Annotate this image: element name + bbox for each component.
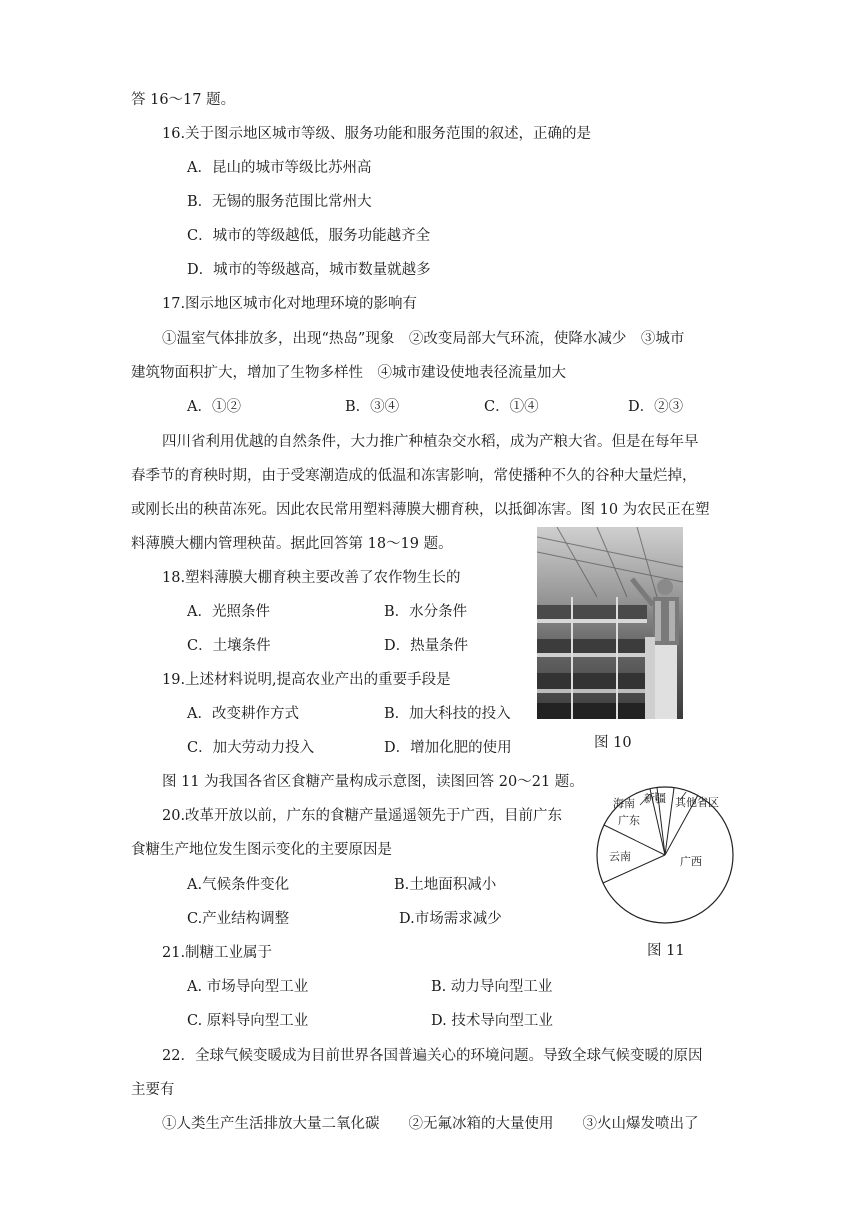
intro-16-17: 答 16～17 题。 (131, 92, 236, 108)
q17-option-d: D．②③ (628, 399, 684, 415)
q18-option-c: C．土壤条件 (187, 638, 271, 654)
pie-label-others: 其他省区 (675, 796, 719, 809)
q17-stem: 17.图示地区城市化对地理环境的影响有 (162, 296, 418, 312)
passage-line-2: 春季节的育秧时期，由于受寒潮造成的低温和冻害影响，常使播种不久的谷种大量烂掉， (131, 468, 697, 484)
q22-stem-1: 22．全球气候变暖成为目前世界各国普遍关心的环境问题。导致全球气候变暖的原因 (162, 1048, 703, 1064)
q21-option-a: A. 市场导向型工业 (187, 979, 309, 995)
q20-option-c: C.产业结构调整 (187, 911, 290, 927)
pie-label-guangdong: 广东 (618, 814, 640, 827)
q20-stem-1: 20.改革开放以前，广东的食糖产量遥遥领先于广西，目前广东 (162, 808, 563, 824)
q18-option-b: B．水分条件 (384, 604, 468, 620)
fig11-caption: 图 11 (647, 943, 685, 959)
q22-statements-1: ①人类生产生活排放大量二氧化碳 ②无氟冰箱的大量使用 ③火山爆发喷出了 (162, 1116, 699, 1132)
q19-option-d: D．增加化肥的使用 (384, 740, 512, 756)
q16-option-b: B．无锡的服务范围比常州大 (187, 194, 372, 210)
q16-stem: 16.关于图示地区城市等级、服务功能和服务范围的叙述，正确的是 (162, 126, 592, 142)
q17-option-b: B．③④ (345, 399, 400, 415)
pie-label-yunnan: 云南 (609, 850, 631, 863)
q17-statements-2: 建筑物面积扩大，增加了生物多样性 ④城市建设使地表径流量加大 (131, 365, 566, 381)
passage-line-1: 四川省利用优越的自然条件，大力推广种植杂交水稻，成为产粮大省。但是在每年早 (162, 434, 699, 450)
passage-line-3: 或刚长出的秧苗冻死。因此农民常用塑料薄膜大棚育秧，以抵御冻害。图 10 为农民正在塑 (131, 502, 710, 518)
passage-line-4: 料薄膜大棚内管理秧苗。据此回答第 18～19 题。 (131, 536, 453, 552)
q20-option-b: B.土地面积减小 (394, 877, 497, 893)
q16-option-c: C．城市的等级越低，服务功能越齐全 (187, 228, 431, 244)
q19-stem: 19.上述材料说明,提高农业产出的重要手段是 (162, 672, 451, 688)
q22-stem-2: 主要有 (131, 1082, 175, 1098)
q18-option-d: D．热量条件 (384, 638, 469, 654)
q17-option-c: C．①④ (484, 399, 539, 415)
pie-label-hainan: 海南 (613, 797, 635, 810)
q21-option-c: C. 原料导向型工业 (187, 1013, 309, 1029)
fig10-photo (537, 527, 683, 719)
q18-option-a: A．光照条件 (187, 604, 270, 620)
q17-option-a: A．①② (187, 399, 241, 415)
q21-option-b: B. 动力导向型工业 (431, 979, 553, 995)
fig10-caption: 图 10 (594, 735, 632, 751)
q21-option-d: D. 技术导向型工业 (431, 1013, 553, 1029)
pie-label-xinjiang: 新疆 (644, 792, 666, 805)
q16-option-a: A．昆山的城市等级比苏州高 (187, 160, 372, 176)
q19-option-a: A．改变耕作方式 (187, 706, 299, 722)
q20-option-a: A.气候条件变化 (187, 877, 290, 893)
pie-label-guangxi: 广西 (680, 855, 702, 868)
intro-20-21: 图 11 为我国各省区食糖产量构成示意图，读图回答 20～21 题。 (162, 774, 584, 790)
q20-stem-2: 食糖生产地位发生图示变化的主要原因是 (131, 842, 392, 858)
q17-statements-1: ①温室气体排放多，出现“热岛”现象 ②改变局部大气环流，使降水减少 ③城市 (162, 331, 685, 347)
q16-option-d: D．城市的等级越高，城市数量就越多 (187, 262, 431, 278)
q18-stem: 18.塑料薄膜大棚育秧主要改善了农作物生长的 (162, 570, 461, 586)
q19-option-c: C．加大劳动力投入 (187, 740, 315, 756)
q19-option-b: B．加大科技的投入 (384, 706, 511, 722)
q20-option-d: D.市场需求减少 (399, 911, 502, 927)
greenhouse-illustration (537, 527, 683, 719)
q21-stem: 21.制糖工业属于 (162, 945, 273, 961)
